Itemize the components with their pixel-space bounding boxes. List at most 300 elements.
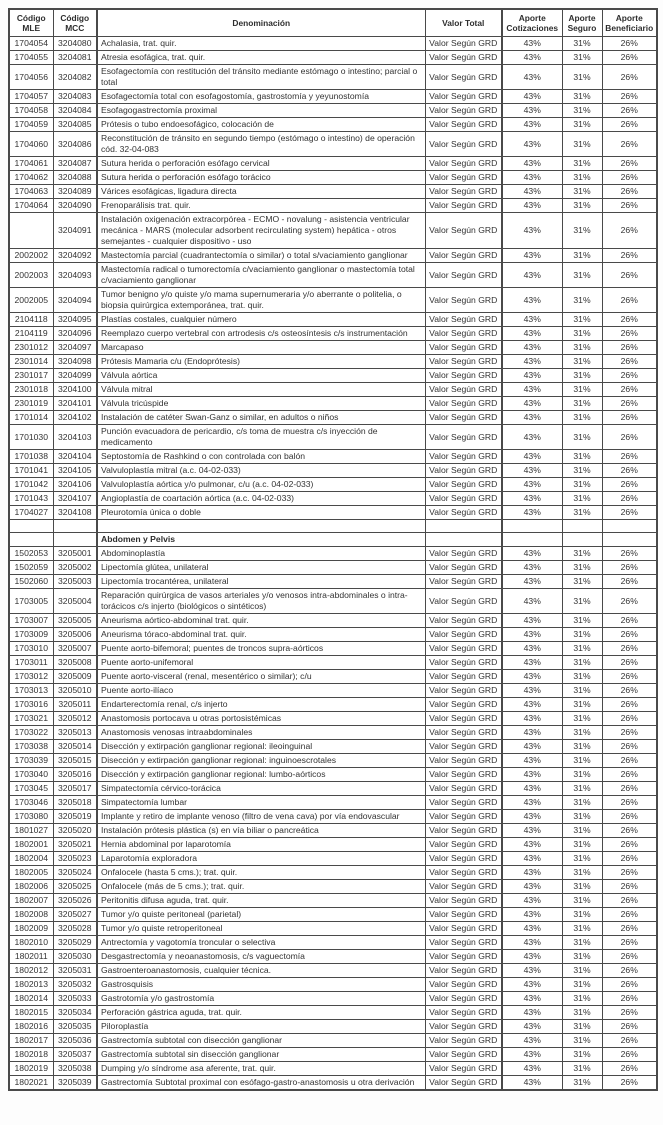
cell-denominacion: Laparotomía exploradora xyxy=(97,852,425,866)
cell-aporte-beneficiario: 26% xyxy=(602,51,657,65)
cell-codigo-mle: 1703080 xyxy=(9,810,53,824)
cell-codigo-mcc: 3204086 xyxy=(53,132,97,157)
table-row xyxy=(9,614,657,628)
cell-codigo-mle: 1802012 xyxy=(9,964,53,978)
column-header-valor-total: Valor Total xyxy=(425,9,502,37)
table-row xyxy=(9,950,657,964)
column-header-aporte-cotizaciones: Aporte Cotizaciones xyxy=(502,9,562,37)
cell-aporte-beneficiario: 26% xyxy=(602,992,657,1006)
column-header-codigo-mle: Código MLE xyxy=(9,9,53,37)
cell-aporte-cotizaciones: 43% xyxy=(502,90,562,104)
cell-codigo-mle: 1703040 xyxy=(9,768,53,782)
cell-codigo-mle: 1704061 xyxy=(9,157,53,171)
cell-aporte-beneficiario: 26% xyxy=(602,880,657,894)
cell-aporte-cotizaciones: 43% xyxy=(502,425,562,450)
cell-aporte-cotizaciones: 43% xyxy=(502,65,562,90)
table-row xyxy=(9,922,657,936)
cell-codigo-mle: 1704056 xyxy=(9,65,53,90)
cell-aporte-seguro: 31% xyxy=(562,656,602,670)
cell-aporte-cotizaciones: 43% xyxy=(502,37,562,51)
table-row xyxy=(9,575,657,589)
cell-aporte-seguro: 31% xyxy=(562,341,602,355)
table-row xyxy=(9,171,657,185)
cell-valor-total: Valor Según GRD xyxy=(425,712,502,726)
cell-aporte-beneficiario: 26% xyxy=(602,726,657,740)
cell-denominacion: Tumor y/o quiste retroperitoneal xyxy=(97,922,425,936)
table-row xyxy=(9,561,657,575)
cell-aporte-seguro: 31% xyxy=(562,171,602,185)
cell-codigo-mcc: 3204103 xyxy=(53,425,97,450)
cell-aporte-seguro: 31% xyxy=(562,288,602,313)
cell-aporte-cotizaciones: 43% xyxy=(502,908,562,922)
cell-valor-total: Valor Según GRD xyxy=(425,1020,502,1034)
cell-aporte-cotizaciones: 43% xyxy=(502,492,562,506)
cell-aporte-seguro: 31% xyxy=(562,450,602,464)
cell-denominacion: Atresia esofágica, trat. quir. xyxy=(97,51,425,65)
cell-codigo-mcc: 3204092 xyxy=(53,249,97,263)
cell-denominacion: Gastrectomía subtotal con disección ganglionar xyxy=(97,1034,425,1048)
cell-aporte-seguro: 31% xyxy=(562,852,602,866)
cell-valor-total: Valor Según GRD xyxy=(425,199,502,213)
cell-codigo-mle: 1701038 xyxy=(9,450,53,464)
cell-denominacion: Esofagectomía total con esofagostomía, gastrostomía y yeyunostomía xyxy=(97,90,425,104)
cell-codigo-mle: 2002005 xyxy=(9,288,53,313)
cell-codigo-mle: 1802006 xyxy=(9,880,53,894)
cell-codigo-mle: 1802016 xyxy=(9,1020,53,1034)
cell-aporte-cotizaciones: 43% xyxy=(502,768,562,782)
cell-valor-total: Valor Según GRD xyxy=(425,824,502,838)
cell-aporte-seguro: 31% xyxy=(562,492,602,506)
cell-denominacion: Peritonitis difusa aguda, trat. quir. xyxy=(97,894,425,908)
cell-aporte-cotizaciones: 43% xyxy=(502,341,562,355)
table-row xyxy=(9,90,657,104)
cell-aporte-cotizaciones: 43% xyxy=(502,894,562,908)
cell-aporte-beneficiario: 26% xyxy=(602,698,657,712)
cell-aporte-cotizaciones: 43% xyxy=(502,754,562,768)
cell-valor-total: Valor Según GRD xyxy=(425,670,502,684)
table-row xyxy=(9,478,657,492)
cell-codigo-mle: 2002002 xyxy=(9,249,53,263)
cell-codigo-mle: 1704064 xyxy=(9,199,53,213)
cell-aporte-seguro: 31% xyxy=(562,51,602,65)
table-row xyxy=(9,249,657,263)
table-row xyxy=(9,810,657,824)
cell-codigo-mle: 1802014 xyxy=(9,992,53,1006)
cell-valor-total: Valor Según GRD xyxy=(425,950,502,964)
cell-aporte-seguro: 31% xyxy=(562,313,602,327)
table-row xyxy=(9,341,657,355)
cell-codigo-mcc: 3205037 xyxy=(53,1048,97,1062)
table-row xyxy=(9,369,657,383)
cell-valor-total: Valor Según GRD xyxy=(425,185,502,199)
cell-aporte-beneficiario xyxy=(602,520,657,533)
cell-aporte-beneficiario: 26% xyxy=(602,950,657,964)
cell-codigo-mle: 1802019 xyxy=(9,1062,53,1076)
cell-aporte-cotizaciones: 43% xyxy=(502,614,562,628)
column-header-aporte-beneficiario: Aporte Beneficiario xyxy=(602,9,657,37)
cell-aporte-beneficiario: 26% xyxy=(602,213,657,249)
cell-aporte-beneficiario: 26% xyxy=(602,118,657,132)
cell-aporte-seguro: 31% xyxy=(562,425,602,450)
cell-codigo-mle: 1703046 xyxy=(9,796,53,810)
cell-codigo-mcc: 3204088 xyxy=(53,171,97,185)
cell-codigo-mcc: 3205033 xyxy=(53,992,97,1006)
cell-denominacion xyxy=(97,520,425,533)
cell-aporte-seguro: 31% xyxy=(562,936,602,950)
table-row xyxy=(9,880,657,894)
cell-aporte-cotizaciones: 43% xyxy=(502,213,562,249)
table-row xyxy=(9,796,657,810)
cell-aporte-beneficiario: 26% xyxy=(602,754,657,768)
cell-aporte-beneficiario: 26% xyxy=(602,425,657,450)
column-header-denominacion: Denominación xyxy=(97,9,425,37)
cell-aporte-seguro: 31% xyxy=(562,37,602,51)
cell-valor-total: Valor Según GRD xyxy=(425,754,502,768)
cell-codigo-mle xyxy=(9,520,53,533)
cell-codigo-mle: 1704059 xyxy=(9,118,53,132)
cell-aporte-seguro xyxy=(562,520,602,533)
cell-codigo-mcc: 3205018 xyxy=(53,796,97,810)
cell-aporte-beneficiario: 26% xyxy=(602,65,657,90)
cell-denominacion: Perforación gástrica aguda, trat. quir. xyxy=(97,1006,425,1020)
cell-denominacion: Implante y retiro de implante venoso (filtro de vena cava) por vía endovascular xyxy=(97,810,425,824)
cell-codigo-mle: 1704063 xyxy=(9,185,53,199)
cell-denominacion: Reconstitución de tránsito en segundo tiempo (estómago o intestino) de operación cód. 32-04-083 xyxy=(97,132,425,157)
cell-codigo-mcc: 3204096 xyxy=(53,327,97,341)
cell-aporte-cotizaciones: 43% xyxy=(502,698,562,712)
cell-aporte-beneficiario: 26% xyxy=(602,782,657,796)
cell-aporte-cotizaciones: 43% xyxy=(502,383,562,397)
cell-valor-total: Valor Según GRD xyxy=(425,936,502,950)
cell-codigo-mcc: 3204082 xyxy=(53,65,97,90)
cell-aporte-beneficiario: 26% xyxy=(602,355,657,369)
table-row xyxy=(9,936,657,950)
cell-aporte-cotizaciones: 43% xyxy=(502,199,562,213)
table-row xyxy=(9,628,657,642)
cell-valor-total: Valor Según GRD xyxy=(425,450,502,464)
table-row xyxy=(9,726,657,740)
cell-aporte-seguro: 31% xyxy=(562,1034,602,1048)
cell-aporte-seguro: 31% xyxy=(562,684,602,698)
table-row xyxy=(9,1048,657,1062)
cell-aporte-cotizaciones: 43% xyxy=(502,51,562,65)
cell-codigo-mle xyxy=(9,533,53,547)
cell-valor-total: Valor Según GRD xyxy=(425,425,502,450)
cell-aporte-beneficiario: 26% xyxy=(602,740,657,754)
cell-valor-total: Valor Según GRD xyxy=(425,397,502,411)
cell-aporte-seguro: 31% xyxy=(562,355,602,369)
cell-valor-total: Valor Según GRD xyxy=(425,852,502,866)
cell-denominacion: Desgastrectomía y neoanastomosis, c/s vaguectomía xyxy=(97,950,425,964)
table-row xyxy=(9,656,657,670)
cell-denominacion: Válvula tricúspide xyxy=(97,397,425,411)
cell-codigo-mle: 1502059 xyxy=(9,561,53,575)
cell-denominacion: Gastrectomía Subtotal proximal con esófago-gastro-anastomosis u otra derivación xyxy=(97,1076,425,1091)
table-row xyxy=(9,768,657,782)
cell-valor-total: Valor Según GRD xyxy=(425,157,502,171)
cell-denominacion: Simpatectomía lumbar xyxy=(97,796,425,810)
cell-aporte-cotizaciones: 43% xyxy=(502,355,562,369)
cell-denominacion: Puente aorto-ilíaco xyxy=(97,684,425,698)
cell-codigo-mcc: 3205021 xyxy=(53,838,97,852)
cell-valor-total: Valor Según GRD xyxy=(425,492,502,506)
cell-valor-total: Valor Según GRD xyxy=(425,411,502,425)
cell-valor-total: Valor Según GRD xyxy=(425,978,502,992)
cell-codigo-mle: 1703039 xyxy=(9,754,53,768)
cell-denominacion: Tumor y/o quiste peritoneal (parietal) xyxy=(97,908,425,922)
cell-aporte-beneficiario: 26% xyxy=(602,157,657,171)
cell-codigo-mcc: 3204091 xyxy=(53,213,97,249)
table-row xyxy=(9,908,657,922)
cell-denominacion: Angioplastía de coartación aórtica (a.c. 04-02-033) xyxy=(97,492,425,506)
cell-aporte-cotizaciones: 43% xyxy=(502,263,562,288)
cell-valor-total xyxy=(425,533,502,547)
cell-aporte-seguro: 31% xyxy=(562,726,602,740)
cell-aporte-seguro: 31% xyxy=(562,642,602,656)
cell-aporte-cotizaciones: 43% xyxy=(502,936,562,950)
cell-aporte-cotizaciones: 43% xyxy=(502,838,562,852)
cell-aporte-cotizaciones: 43% xyxy=(502,288,562,313)
cell-denominacion: Mastectomía parcial (cuadrantectomía o similar) o total s/vaciamiento ganglionar xyxy=(97,249,425,263)
table-row xyxy=(9,589,657,614)
table-row xyxy=(9,866,657,880)
cell-denominacion: Valvuloplastía aórtica y/o pulmonar, c/u (a.c. 04-02-033) xyxy=(97,478,425,492)
cell-aporte-beneficiario: 26% xyxy=(602,288,657,313)
cell-aporte-cotizaciones: 43% xyxy=(502,796,562,810)
cell-aporte-beneficiario: 26% xyxy=(602,1006,657,1020)
cell-codigo-mcc: 3205010 xyxy=(53,684,97,698)
table-row xyxy=(9,670,657,684)
cell-aporte-seguro: 31% xyxy=(562,1048,602,1062)
cell-codigo-mcc: 3205030 xyxy=(53,950,97,964)
cell-codigo-mcc: 3204097 xyxy=(53,341,97,355)
cell-aporte-beneficiario: 26% xyxy=(602,768,657,782)
section-header-row xyxy=(9,533,657,547)
table-row xyxy=(9,263,657,288)
cell-aporte-cotizaciones: 43% xyxy=(502,670,562,684)
cell-aporte-cotizaciones: 43% xyxy=(502,628,562,642)
cell-aporte-seguro: 31% xyxy=(562,880,602,894)
cell-denominacion: Endarterectomía renal, c/s injerto xyxy=(97,698,425,712)
cell-denominacion: Aneurisma tóraco-abdominal trat. quir. xyxy=(97,628,425,642)
cell-valor-total: Valor Según GRD xyxy=(425,810,502,824)
cell-aporte-seguro: 31% xyxy=(562,1006,602,1020)
cell-valor-total: Valor Según GRD xyxy=(425,575,502,589)
cell-codigo-mcc: 3205029 xyxy=(53,936,97,950)
table-row xyxy=(9,838,657,852)
cell-codigo-mcc: 3205012 xyxy=(53,712,97,726)
cell-denominacion: Onfalocele (más de 5 cms.); trat. quir. xyxy=(97,880,425,894)
table-row xyxy=(9,1062,657,1076)
cell-codigo-mcc: 3204080 xyxy=(53,37,97,51)
cell-codigo-mle: 1802015 xyxy=(9,1006,53,1020)
table-row xyxy=(9,327,657,341)
cell-codigo-mle xyxy=(9,213,53,249)
cell-aporte-cotizaciones: 43% xyxy=(502,992,562,1006)
cell-aporte-seguro: 31% xyxy=(562,866,602,880)
cell-denominacion: Septostomía de Rashkind o con controlada con balón xyxy=(97,450,425,464)
cell-aporte-seguro: 31% xyxy=(562,104,602,118)
cell-aporte-cotizaciones: 43% xyxy=(502,1076,562,1091)
cell-aporte-cotizaciones: 43% xyxy=(502,922,562,936)
cell-codigo-mcc: 3205003 xyxy=(53,575,97,589)
cell-denominacion: Instalación de catéter Swan-Ganz o similar, en adultos o niños xyxy=(97,411,425,425)
cell-aporte-seguro: 31% xyxy=(562,1062,602,1076)
table-row xyxy=(9,213,657,249)
cell-valor-total: Valor Según GRD xyxy=(425,104,502,118)
cell-codigo-mle: 1802018 xyxy=(9,1048,53,1062)
cell-aporte-seguro: 31% xyxy=(562,397,602,411)
cell-valor-total: Valor Según GRD xyxy=(425,768,502,782)
table-row xyxy=(9,642,657,656)
cell-valor-total: Valor Según GRD xyxy=(425,132,502,157)
cell-codigo-mcc: 3204108 xyxy=(53,506,97,520)
cell-aporte-cotizaciones: 43% xyxy=(502,1020,562,1034)
cell-aporte-seguro: 31% xyxy=(562,978,602,992)
cell-denominacion: Disección y extirpación ganglionar regional: ileoinguinal xyxy=(97,740,425,754)
cell-valor-total: Valor Según GRD xyxy=(425,992,502,1006)
cell-codigo-mcc: 3205032 xyxy=(53,978,97,992)
cell-denominacion: Abdomen y Pelvis xyxy=(97,533,425,547)
cell-valor-total: Valor Según GRD xyxy=(425,656,502,670)
cell-aporte-cotizaciones: 43% xyxy=(502,249,562,263)
table-row xyxy=(9,547,657,561)
cell-codigo-mle: 1701042 xyxy=(9,478,53,492)
header-row xyxy=(9,9,657,37)
cell-aporte-beneficiario: 26% xyxy=(602,37,657,51)
cell-valor-total: Valor Según GRD xyxy=(425,464,502,478)
table-row xyxy=(9,199,657,213)
cell-aporte-cotizaciones: 43% xyxy=(502,964,562,978)
cell-valor-total: Valor Según GRD xyxy=(425,288,502,313)
cell-valor-total: Valor Según GRD xyxy=(425,478,502,492)
cell-codigo-mcc: 3205017 xyxy=(53,782,97,796)
cell-denominacion: Instalación prótesis plástica (s) en vía biliar o pancreática xyxy=(97,824,425,838)
cell-denominacion: Mastectomía radical o tumorectomía c/vaciamiento ganglionar o mastectomía total c/vaciamiento ganglionar xyxy=(97,263,425,288)
cell-aporte-beneficiario: 26% xyxy=(602,642,657,656)
cell-aporte-cotizaciones: 43% xyxy=(502,824,562,838)
cell-codigo-mcc: 3204089 xyxy=(53,185,97,199)
cell-aporte-cotizaciones: 43% xyxy=(502,880,562,894)
cell-aporte-cotizaciones: 43% xyxy=(502,1006,562,1020)
cell-codigo-mcc: 3205008 xyxy=(53,656,97,670)
table-row xyxy=(9,978,657,992)
cell-codigo-mle: 1802010 xyxy=(9,936,53,950)
cell-aporte-seguro: 31% xyxy=(562,670,602,684)
cell-denominacion: Disección y extirpación ganglionar regional: lumbo-aórticos xyxy=(97,768,425,782)
cell-aporte-seguro: 31% xyxy=(562,369,602,383)
cell-aporte-beneficiario: 26% xyxy=(602,90,657,104)
table-row xyxy=(9,684,657,698)
cell-denominacion: Achalasia, trat. quir. xyxy=(97,37,425,51)
cell-codigo-mle: 1701043 xyxy=(9,492,53,506)
cell-aporte-seguro: 31% xyxy=(562,199,602,213)
cell-aporte-beneficiario: 26% xyxy=(602,1034,657,1048)
cell-denominacion: Simpatectomía cérvico-torácica xyxy=(97,782,425,796)
cell-codigo-mcc: 3205004 xyxy=(53,589,97,614)
cell-codigo-mcc: 3204101 xyxy=(53,397,97,411)
cell-denominacion: Valvuloplastía mitral (a.c. 04-02-033) xyxy=(97,464,425,478)
cell-aporte-seguro: 31% xyxy=(562,118,602,132)
column-header-codigo-mcc: Código MCC xyxy=(53,9,97,37)
cell-aporte-cotizaciones: 43% xyxy=(502,450,562,464)
cell-denominacion: Abdominoplastía xyxy=(97,547,425,561)
cell-aporte-cotizaciones: 43% xyxy=(502,157,562,171)
cell-codigo-mcc: 3205028 xyxy=(53,922,97,936)
cell-valor-total: Valor Según GRD xyxy=(425,171,502,185)
cell-aporte-seguro: 31% xyxy=(562,740,602,754)
cell-valor-total: Valor Según GRD xyxy=(425,880,502,894)
cell-codigo-mcc: 3205002 xyxy=(53,561,97,575)
cell-denominacion: Válvula mitral xyxy=(97,383,425,397)
cell-codigo-mle: 1703038 xyxy=(9,740,53,754)
cell-aporte-seguro: 31% xyxy=(562,810,602,824)
cell-denominacion: Reparación quirúrgica de vasos arteriales y/o venosos intra-abdominales o intra-torácicos c/s injerto (biológicos o sintéticos) xyxy=(97,589,425,614)
table-row xyxy=(9,464,657,478)
cell-aporte-cotizaciones: 43% xyxy=(502,313,562,327)
cell-aporte-seguro: 31% xyxy=(562,327,602,341)
cell-codigo-mle: 1703012 xyxy=(9,670,53,684)
cell-codigo-mle: 1802001 xyxy=(9,838,53,852)
cell-codigo-mcc: 3204081 xyxy=(53,51,97,65)
cell-denominacion: Frenoparálisis trat. quir. xyxy=(97,199,425,213)
cell-codigo-mcc: 3205038 xyxy=(53,1062,97,1076)
cell-aporte-cotizaciones: 43% xyxy=(502,478,562,492)
cell-codigo-mle: 1703011 xyxy=(9,656,53,670)
cell-codigo-mle: 1802009 xyxy=(9,922,53,936)
cell-aporte-seguro: 31% xyxy=(562,383,602,397)
cell-aporte-seguro: 31% xyxy=(562,411,602,425)
column-header-aporte-seguro: Aporte Seguro xyxy=(562,9,602,37)
cell-codigo-mcc: 3205024 xyxy=(53,866,97,880)
cell-codigo-mle: 1703010 xyxy=(9,642,53,656)
cell-codigo-mcc: 3205019 xyxy=(53,810,97,824)
cell-codigo-mcc: 3205035 xyxy=(53,1020,97,1034)
cell-aporte-beneficiario: 26% xyxy=(602,824,657,838)
cell-aporte-beneficiario: 26% xyxy=(602,411,657,425)
cell-valor-total: Valor Según GRD xyxy=(425,628,502,642)
cell-aporte-cotizaciones: 43% xyxy=(502,712,562,726)
cell-aporte-seguro: 31% xyxy=(562,908,602,922)
cell-aporte-beneficiario: 26% xyxy=(602,589,657,614)
cell-aporte-seguro: 31% xyxy=(562,185,602,199)
cell-valor-total: Valor Según GRD xyxy=(425,383,502,397)
cell-aporte-beneficiario: 26% xyxy=(602,670,657,684)
cell-denominacion: Prótesis o tubo endoesofágico, colocación de xyxy=(97,118,425,132)
cell-aporte-beneficiario: 26% xyxy=(602,908,657,922)
table-row xyxy=(9,852,657,866)
cell-aporte-beneficiario: 26% xyxy=(602,1062,657,1076)
cell-aporte-beneficiario: 26% xyxy=(602,341,657,355)
cell-codigo-mcc: 3205016 xyxy=(53,768,97,782)
table-row xyxy=(9,425,657,450)
cell-valor-total: Valor Según GRD xyxy=(425,1062,502,1076)
cell-aporte-beneficiario: 26% xyxy=(602,1048,657,1062)
cell-aporte-beneficiario: 26% xyxy=(602,249,657,263)
table-row xyxy=(9,132,657,157)
cell-aporte-beneficiario: 26% xyxy=(602,628,657,642)
cell-denominacion: Gastrotomía y/o gastrostomía xyxy=(97,992,425,1006)
cell-aporte-beneficiario: 26% xyxy=(602,171,657,185)
cell-aporte-seguro: 31% xyxy=(562,589,602,614)
cell-aporte-beneficiario: 26% xyxy=(602,450,657,464)
cell-aporte-cotizaciones: 43% xyxy=(502,327,562,341)
cell-denominacion: Várices esofágicas, ligadura directa xyxy=(97,185,425,199)
cell-denominacion: Marcapaso xyxy=(97,341,425,355)
cell-aporte-beneficiario: 26% xyxy=(602,132,657,157)
cell-aporte-seguro: 31% xyxy=(562,922,602,936)
table-row xyxy=(9,894,657,908)
